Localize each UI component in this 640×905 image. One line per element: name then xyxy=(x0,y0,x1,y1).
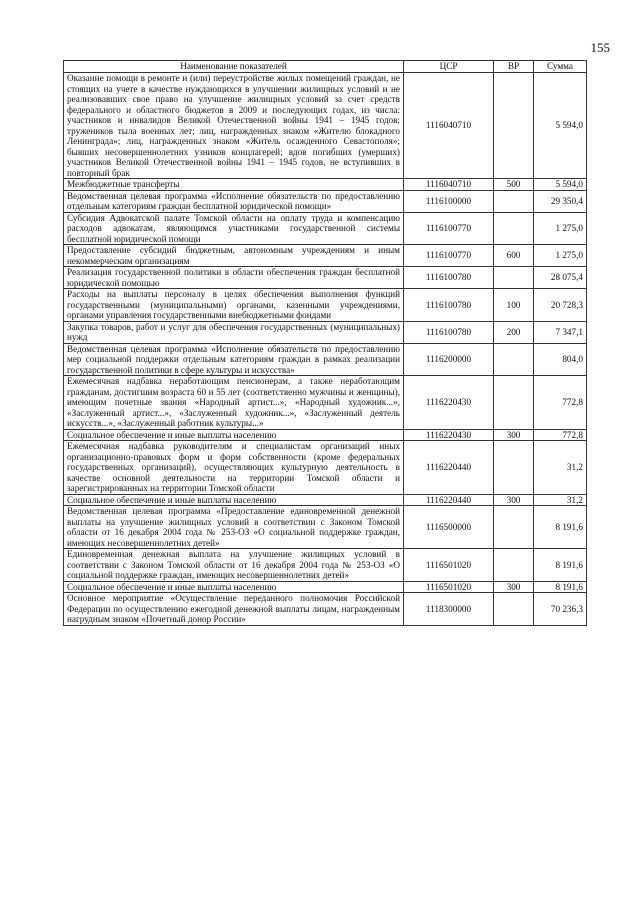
row-sum: 5 594,0 xyxy=(534,73,587,179)
row-vr xyxy=(494,212,534,245)
row-name: Социальное обеспечение и иные выплаты населению xyxy=(64,429,404,441)
header-name: Наименование показателей xyxy=(64,61,404,73)
row-vr xyxy=(494,267,534,289)
row-csr: 1116500000 xyxy=(404,506,494,549)
row-sum: 31,2 xyxy=(534,441,587,495)
row-name: Социальное обеспечение и иные выплаты населению xyxy=(64,494,404,506)
row-vr: 300 xyxy=(494,581,534,593)
table-row xyxy=(64,245,587,267)
row-csr: 1116501020 xyxy=(404,549,494,582)
row-name: Ведомственная целевая программа «Исполнение обязательств по предоставлению отдельным категориям граждан бесплатной юридической помощи» xyxy=(64,190,404,212)
row-vr xyxy=(494,73,534,179)
row-vr xyxy=(494,343,534,376)
row-name: Межбюджетные трансферты xyxy=(64,179,404,191)
row-csr: 1118300000 xyxy=(404,593,494,626)
row-sum: 7 347,1 xyxy=(534,321,587,343)
table-row xyxy=(64,289,587,322)
row-sum: 5 594,0 xyxy=(534,179,587,191)
row-sum: 20 728,3 xyxy=(534,289,587,322)
row-vr: 300 xyxy=(494,429,534,441)
page-number: 155 xyxy=(590,40,610,55)
row-sum: 8 191,6 xyxy=(534,581,587,593)
row-vr: 200 xyxy=(494,321,534,343)
row-vr: 500 xyxy=(494,179,534,191)
row-name: Ежемесячная надбавка руководителям и специалистам организаций иных организационно-правовых форм и форм собственности (кроме федеральных государственных организаций), осуществляющих культурную деятельность в качестве основной деятельности на территории Томской области и зарегистрированных на территории Томской области xyxy=(64,441,404,495)
row-name: Социальное обеспечение и иные выплаты населению xyxy=(64,581,404,593)
row-name: Оказание помощи в ремонте и (или) переустройстве жилых помещений граждан, не стоящих на учете в качестве нуждающихся в улучшении жилищных условий и не реализовавших свое право на улучшение жилищных условий за счет средств федерального и областного бюджетов в 2009 и последующих годах, из числа: участников и инвалидов Великой Отечественной войны 1941 – 1945 годов; тружеников тыла военных лет; лиц, награжденных знаком «Жителю блокадного Ленинграда»; лиц, награжденных знаком «Житель осажденного Севастополя»; бывших несовершеннолетних узников концлагерей; вдов погибших (умерших) участников Великой Отечественной войны 1941 – 1945 годов, не вступивших в повторный брак xyxy=(64,73,404,179)
table-row xyxy=(64,441,587,495)
row-csr: 1116100780 xyxy=(404,289,494,322)
row-vr: 100 xyxy=(494,289,534,322)
row-csr: 1116501020 xyxy=(404,581,494,593)
row-vr xyxy=(494,376,534,430)
row-csr: 1116100770 xyxy=(404,245,494,267)
row-csr: 1116040710 xyxy=(404,73,494,179)
row-sum: 31,2 xyxy=(534,494,587,506)
row-vr: 600 xyxy=(494,245,534,267)
budget-table xyxy=(63,60,587,626)
row-csr: 1116040710 xyxy=(404,179,494,191)
row-csr: 1116100770 xyxy=(404,212,494,245)
table-row xyxy=(64,343,587,376)
header-vr: ВР xyxy=(494,61,534,73)
row-name: Единовременная денежная выплата на улучшение жилищных условий в соответствии с Законом Томской области от 16 декабря 2004 года № 253-ОЗ «О социальной поддержке граждан, имеющих несовершеннолетних детей» xyxy=(64,549,404,582)
header-sum: Сумма xyxy=(534,61,587,73)
table-row xyxy=(64,429,587,441)
table-row xyxy=(64,549,587,582)
row-sum: 8 191,6 xyxy=(534,506,587,549)
table-row xyxy=(64,376,587,430)
row-csr: 1116220440 xyxy=(404,441,494,495)
table-row xyxy=(64,593,587,626)
row-csr: 1116200000 xyxy=(404,343,494,376)
row-vr xyxy=(494,190,534,212)
table-row xyxy=(64,73,587,179)
row-vr: 300 xyxy=(494,494,534,506)
header-csr: ЦСР xyxy=(404,61,494,73)
row-vr xyxy=(494,506,534,549)
row-sum: 28 075,4 xyxy=(534,267,587,289)
row-sum: 804,0 xyxy=(534,343,587,376)
row-name: Расходы на выплаты персоналу в целях обеспечения выполнения функций государственными (муниципальными) органами, казенными учреждениями, органами управления государственными внебюджетными фондами xyxy=(64,289,404,322)
row-sum: 1 275,0 xyxy=(534,212,587,245)
table-row xyxy=(64,581,587,593)
row-name: Реализация государственной политики в области обеспечения граждан бесплатной юридической помощью xyxy=(64,267,404,289)
table-row xyxy=(64,190,587,212)
table-row xyxy=(64,321,587,343)
table-header-row xyxy=(64,61,587,73)
row-name: Закупка товаров, работ и услуг для обеспечения государственных (муниципальных) нужд xyxy=(64,321,404,343)
row-csr: 1116100780 xyxy=(404,267,494,289)
row-vr xyxy=(494,593,534,626)
table-row xyxy=(64,494,587,506)
table-row xyxy=(64,506,587,549)
row-csr: 1116220430 xyxy=(404,429,494,441)
row-sum: 772,8 xyxy=(534,376,587,430)
row-csr: 1116100780 xyxy=(404,321,494,343)
row-name: Ведомственная целевая программа «Предоставление единовременной денежной выплаты на улучшение жилищных условий в соответствии с Законом Томской области от 16 декабря 2004 года № 253-ОЗ «О социальной поддержке граждан, имеющих несовершеннолетних детей» xyxy=(64,506,404,549)
table-row xyxy=(64,179,587,191)
row-sum: 29 350,4 xyxy=(534,190,587,212)
row-csr: 1116100000 xyxy=(404,190,494,212)
table-row xyxy=(64,267,587,289)
row-name: Ежемесячная надбавка неработающим пенсионерам, а также неработающим гражданам, достигшим возраста 60 и 55 лет (соответственно мужчины и женщины), имеющим почетные звания «Народный артист...», «Народный художник...», «Заслуженный артист...», «Заслуженный художник...», «Заслуженный деятель искусств...», «Заслуженный работник культуры...» xyxy=(64,376,404,430)
row-name: Предоставление субсидий бюджетным, автономным учреждениям и иным некоммерческим организациям xyxy=(64,245,404,267)
row-csr: 1116220430 xyxy=(404,376,494,430)
row-name: Ведомственная целевая программа «Исполнение обязательств по предоставлению мер социальной поддержки отдельным категориям граждан в рамках реализации государственной политики в сфере культуры и искусства» xyxy=(64,343,404,376)
row-name: Основное мероприятие «Осуществление переданного полномочия Российской Федерации по осуществлению ежегодной денежной выплаты лицам, награжденным нагрудным знаком «Почетный донор России» xyxy=(64,593,404,626)
row-name: Субсидия Адвокатской палате Томской области на оплату труда и компенсацию расходов адвокатам, являющимся участниками государственной системы бесплатной юридической помощи xyxy=(64,212,404,245)
row-vr xyxy=(494,441,534,495)
row-csr: 1116220440 xyxy=(404,494,494,506)
row-vr xyxy=(494,549,534,582)
row-sum: 772,8 xyxy=(534,429,587,441)
row-sum: 8 191,6 xyxy=(534,549,587,582)
row-sum: 70 236,3 xyxy=(534,593,587,626)
table-row xyxy=(64,212,587,245)
row-sum: 1 275,0 xyxy=(534,245,587,267)
